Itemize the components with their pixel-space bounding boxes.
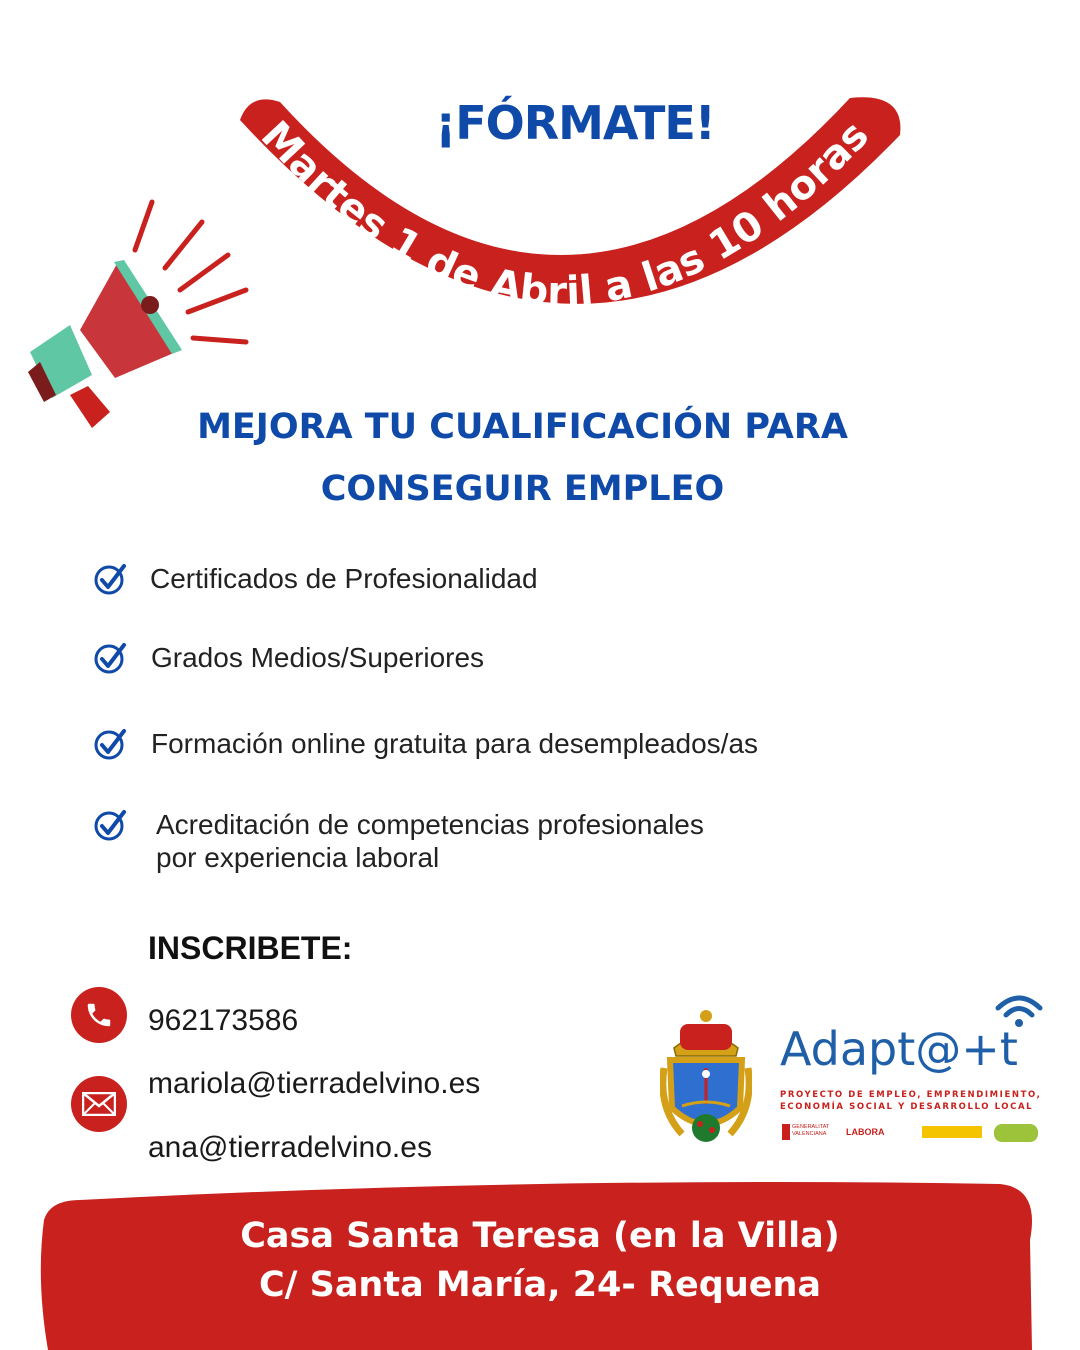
list-item-text-line2: por experiencia laboral — [156, 842, 440, 873]
megaphone-icon — [28, 202, 246, 428]
sponsor-logos — [780, 1124, 1042, 1144]
phone-number[interactable]: 962173586 — [148, 1004, 299, 1037]
footer-venue: Casa Santa Teresa (en la Villa) — [240, 1216, 840, 1256]
adaptet-name: Adapt@+t — [780, 1022, 1018, 1076]
headline — [90, 396, 955, 520]
sponsor-labora: LABORA — [846, 1127, 885, 1137]
list-item — [92, 562, 952, 622]
email-link[interactable]: ana@tierradelvino.es — [148, 1131, 432, 1164]
list-item-text: Grados Medios/Superiores — [151, 642, 485, 673]
headline-line2: CONSEGUIR EMPLEO — [320, 469, 725, 509]
list-item-text: Certificados de Profesionalidad — [150, 563, 538, 594]
contact-heading: INSCRIBETE: — [148, 930, 353, 966]
list-item — [92, 727, 952, 787]
sponsor-generalitat: GENERALITAT VALENCIANA — [792, 1124, 830, 1137]
email-link[interactable]: mariola@tierradelvino.es — [148, 1067, 481, 1100]
check-circle-icon — [92, 727, 128, 763]
generalitat-icon — [782, 1124, 790, 1140]
check-circle-icon — [92, 808, 128, 844]
ministry-logo — [922, 1126, 982, 1138]
list-item-text: Formación online gratuita para desempleados/as — [151, 728, 759, 759]
list-item — [92, 808, 952, 878]
check-circle-icon — [92, 641, 128, 677]
check-circle-icon — [92, 562, 128, 598]
list-item — [92, 641, 952, 701]
footer-address: C/ Santa María, 24- Requena — [258, 1265, 822, 1305]
date-ribbon-text: Martes 1 de Abril a las 10 horas — [251, 112, 878, 316]
page-title: ¡FÓRMATE! — [435, 96, 715, 150]
envelope-icon — [71, 1076, 127, 1132]
phone-icon — [71, 987, 127, 1043]
coat-of-arms-logo — [660, 1008, 752, 1148]
adaptet-tagline: PROYECTO DE EMPLEO, EMPRENDIMIENTO, — [780, 1090, 1042, 1100]
tierra-del-vino-logo — [994, 1124, 1038, 1142]
headline-line1: MEJORA TU CUALIFICACIÓN PARA — [197, 407, 848, 447]
adaptet-logo — [780, 990, 1050, 1150]
list-item-text: Acreditación de competencias profesionales — [156, 809, 704, 840]
header-graphics — [0, 0, 1080, 440]
adaptet-tagline: ECONOMÍA SOCIAL Y DESARROLLO LOCAL — [780, 1102, 1034, 1112]
